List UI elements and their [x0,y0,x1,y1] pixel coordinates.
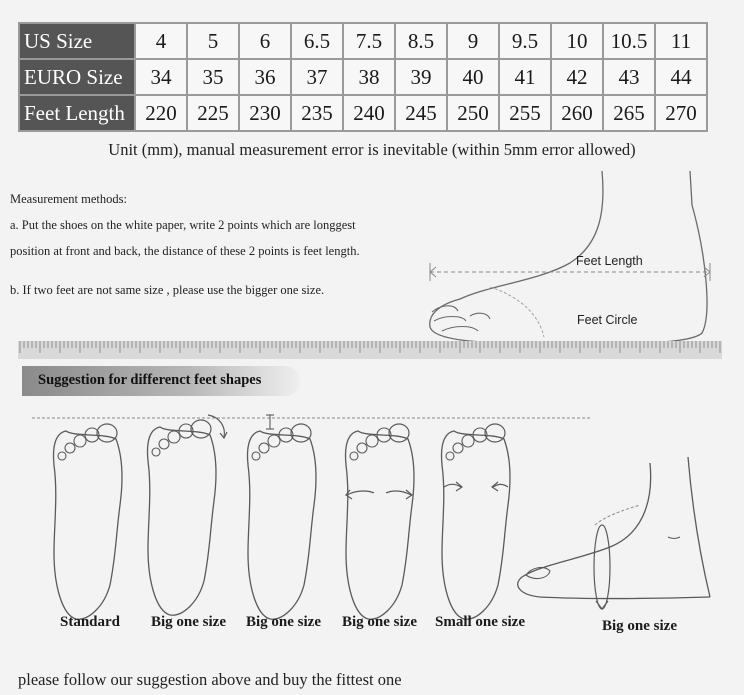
big-one-size-label: Big one size [602,618,677,634]
table-cell: 10.5 [603,23,655,59]
narrow-foot-icon [442,424,511,619]
big-one-size-label: Big one size [342,614,417,630]
table-cell: 6.5 [291,23,343,59]
table-cell: 225 [187,95,239,131]
table-cell: 38 [343,59,395,95]
feet-circle-curve [490,287,544,337]
standard-label: Standard [60,614,121,630]
small-one-size-label: Small one size [435,614,525,630]
footer-note: please follow our suggestion above and buy the fittest one [18,670,402,689]
table-cell: 39 [395,59,447,95]
us-size-row [19,23,707,59]
table-cell: 230 [239,95,291,131]
foot-side-diagram [420,165,720,350]
method-step-a-line2: position at front and back, the distance of these 2 points is feet length. [10,244,360,258]
table-cell: 270 [655,95,707,131]
table-cell: 9.5 [499,23,551,59]
table-cell: 8.5 [395,23,447,59]
toes-icon [432,306,490,331]
foot-outline-icon [430,171,707,344]
euro-size-row [19,59,707,95]
table-cell: 43 [603,59,655,95]
table-cell: 235 [291,95,343,131]
high-instep-foot-icon [518,457,710,609]
long-toe-foot-icon [148,415,228,615]
table-cell: 41 [499,59,551,95]
table-cell: 10 [551,23,603,59]
table-cell: 34 [135,59,187,95]
ruler [18,341,722,359]
table-cell: 44 [655,59,707,95]
big-one-size-label: Big one size [151,614,226,630]
suggestion-banner-label: Suggestion for differenct feet shapes [38,372,262,388]
table-cell: 9 [447,23,499,59]
method-step-a-line1: a. Put the shoes on the white paper, write 2 points which are longgest [10,218,356,232]
table-cell: 11 [655,23,707,59]
feet-shapes-illustration [20,405,730,620]
table-cell: 220 [135,95,187,131]
method-step-b: b. If two feet are not same size , please use the bigger one size. [10,283,325,297]
table-cell: 37 [291,59,343,95]
row-label: Feet Length [19,95,135,131]
table-cell: 4 [135,23,187,59]
table-cell: 265 [603,95,655,131]
table-cell: 35 [187,59,239,95]
measurement-methods [10,186,410,303]
table-cell: 36 [239,59,291,95]
table-cell: 245 [395,95,447,131]
table-cell: 240 [343,95,395,131]
standard-foot-icon [54,424,123,619]
table-cell: 5 [187,23,239,59]
table-cell: 255 [499,95,551,131]
suggestion-banner [22,366,300,396]
size-table [18,22,708,132]
unit-note: Unit (mm), manual measurement error is inevitable (within 5mm error allowed) [108,140,636,159]
table-cell: 42 [551,59,603,95]
big-one-size-label: Big one size [246,614,321,630]
methods-title: Measurement methods: [10,192,127,206]
feet-circle-label: Feet Circle [577,313,638,327]
feet-length-label: Feet Length [576,254,643,268]
table-cell: 7.5 [343,23,395,59]
table-cell: 6 [239,23,291,59]
feet-length-row [19,95,707,131]
table-cell: 260 [551,95,603,131]
wide-foot-icon [346,424,415,619]
table-cell: 40 [447,59,499,95]
table-cell: 250 [447,95,499,131]
row-label: US Size [19,23,135,59]
long-second-toe-foot-icon [248,415,317,619]
row-label: EURO Size [19,59,135,95]
